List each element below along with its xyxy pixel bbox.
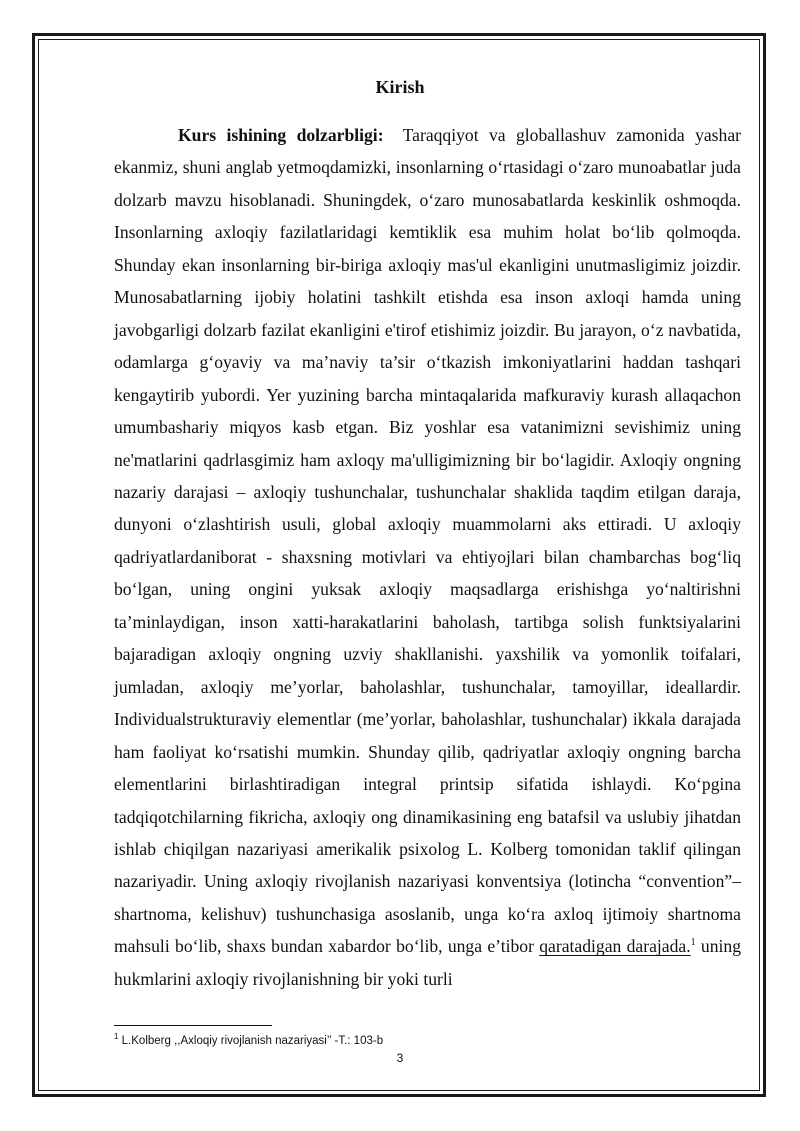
body-paragraph	[114, 119, 741, 995]
lead-label: Kurs ishining dolzarbligi:	[178, 125, 384, 145]
footnote-text: L.Kolberg ,,Axloqiy rivojlanish nazariyasi’’ -T.: 103-b	[121, 1034, 384, 1047]
footnote	[114, 1029, 383, 1049]
body-text-continuation: uning hukmlarini axloqiy rivojlanishning bir yoki turli	[114, 936, 741, 989]
body-text-underlined: qaratadigan darajada.	[539, 936, 691, 957]
page-number: 3	[396, 1051, 404, 1065]
page-title: Kirish	[375, 77, 425, 97]
footnote-separator	[114, 1025, 272, 1026]
footnote-reference[interactable]: 1	[690, 937, 696, 949]
body-text-main: Taraqqiyot va globallashuv zamonida yashar ekanmiz, shuni anglab yetmoqdamizki, insonlarning o‘rtasidagi o‘zaro munoabatlar juda dolzarb mavzu hisoblanadi. Shuningdek, o‘zaro munosabatlarda keskinlik oshmoqda. Insonlarning axloqiy fazilatlaridagi kemtiklik esa muhim holat bo‘lib qolmoqda. Shunday ekan insonlarning bir-biriga axloqiy mas'ul ekanligini unutmasligimiz joizdir. Munosabatlarning ijobiy holatini tashkilt etishda esa inson axloqi hamda uning javobgarligi dolzarb fazilat ekanligini e'tirof etishimiz joizdir. Bu jarayon, o‘z navbatida, odamlarga g‘oyaviy va ma’naviy ta’sir o‘tkazish imkoniyatlarini haddan tashqari kengaytirib yubordi. Yer yuzining barcha mintaqalarida mafkuraviy kurash allaqachon umumbashariy miqyos kasb etgan. Biz yoshlar esa vatanimizni sevishimiz uning ne'matlarini qadrlasgimiz ham axloqy ma'ulligimizning bir bo‘lagidir. Axloqiy ongning nazariy darajasi – axloqiy tushunchalar, tushunchalar shaklida taqdim etilgan daraja, dunyoni o‘zlashtirish usuli, global axloqiy muammolarni aks ettiradi. U axloqiy qadriyatlardaniborat - shaxsning motivlari va ehtiyojlari bilan chambarchas bog‘liq bo‘lgan, uning ongini yuksak axloqiy maqsadlarga erishishga yo‘naltirishni ta’minlaydigan, inson xatti-harakatlarini baholash, tartibga solish funktsiyalarini bajaradigan axloqiy ongning uzviy shakllanishi. yaxshilik va yomonlik toifalari, jumladan, axloqiy me’yorlar, baholashlar, tushunchalar, tamoyillar, ideallardir. Individualstrukturaviy elementlar (me’yorlar, baholashlar, tushunchalar) ikkala darajada ham faoliyat ko‘rsatishi mumkin. Shunday qilib, qadriyatlar axloqiy ongning barcha elementlarini birlashtiradigan integral printsip sifatida ishlaydi. Ko‘pgina tadqiqotchilarning fikricha, axloqiy ong dinamikasining eng batafsil va uslubiy jihatdan ishlab chiqilgan nazariyasi amerikalik psixolog L. Kolberg tomonidan taklif qilingan nazariyadir. Uning axloqiy rivojlanish nazariyasi konventsiya (lotincha “convention”–shartnoma, kelishuv) tushunchasiga asoslanib, unga ko‘ra axloq ijtimoiy shartnoma mahsuli bo‘lib, shaxs bundan xabardor bo‘lib, unga e’tibor	[114, 125, 741, 957]
footnote-number: 1	[114, 1032, 119, 1041]
